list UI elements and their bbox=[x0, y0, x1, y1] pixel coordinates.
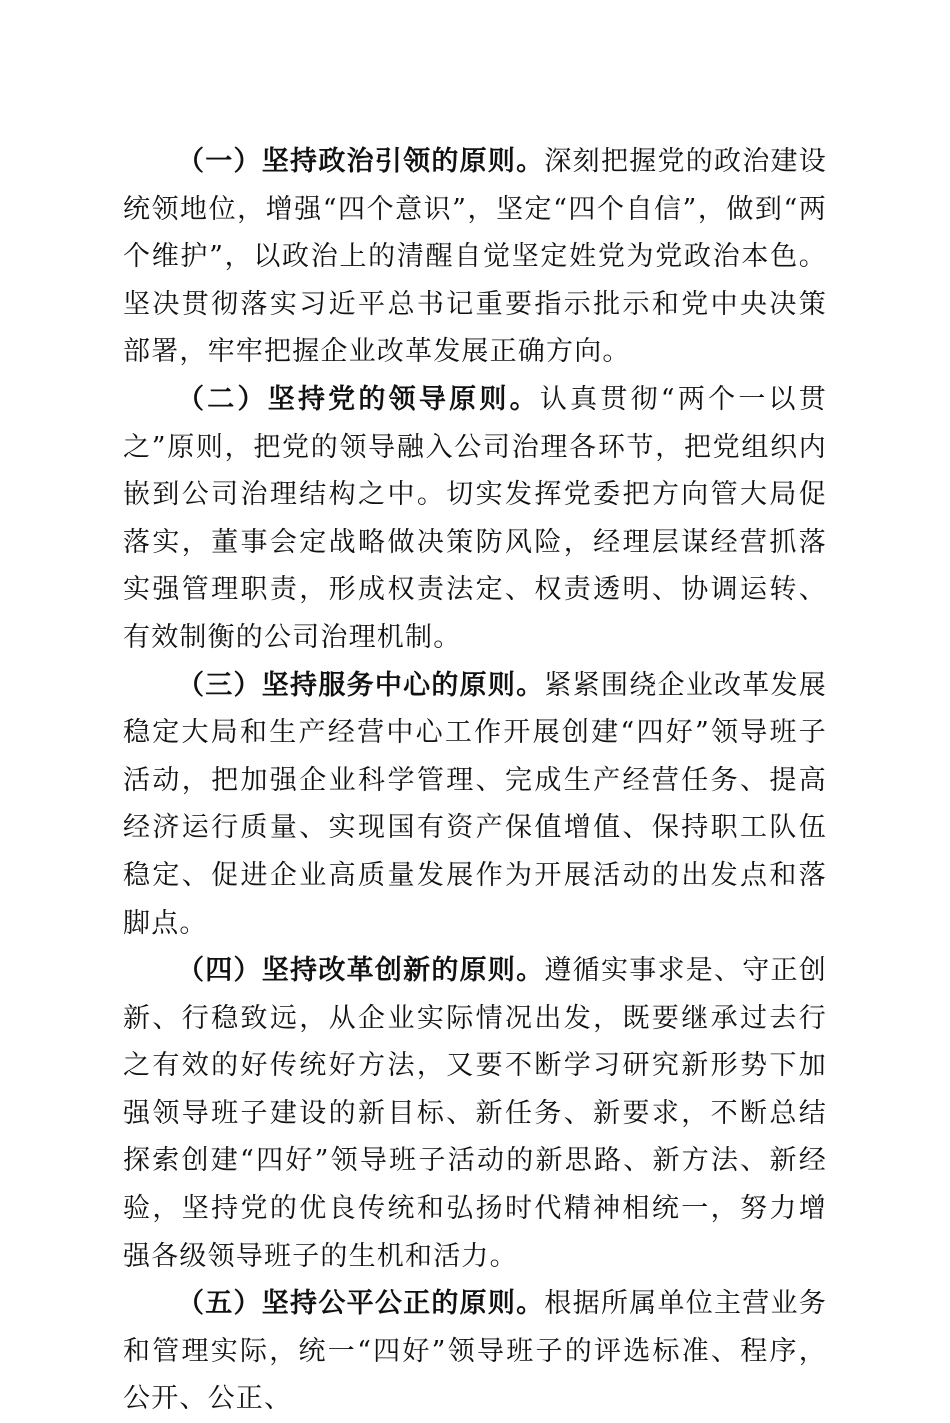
principle-heading-2: （二）坚持党的领导原则。 bbox=[177, 383, 540, 415]
principle-text-1: 深刻把握党的政治建设统领地位，增强“四个意识”，坚定“四个自信”，做到“两个维护”，以政治上的清醒自觉坚定姓党为党政治本色。坚决贯彻落实习近平总书记重要指示批示和党中央决策部署，牢牢把握企业改革发展正确方向。 bbox=[123, 146, 827, 368]
principle-paragraph-4 bbox=[123, 947, 827, 1280]
principle-text-5: 根据所属单位主营业务和管理实际，统一“四好”领导班子的评选标准、程序，公开、公正、 bbox=[123, 1288, 827, 1415]
principle-paragraph-5 bbox=[123, 1280, 827, 1423]
principle-paragraph-2 bbox=[123, 376, 827, 662]
principle-text-4: 遵循实事求是、守正创新、行稳致远，从企业实际情况出发，既要继承过去行之有效的好传统好方法，又要不断学习研究新形势下加强领导班子建设的新目标、新任务、新要求，不断总结探索创建“四好”领导班子活动的新思路、新方法、新经验，坚持党的优良传统和弘扬时代精神相统一，努力增强各级领导班子的生机和活力。 bbox=[123, 955, 827, 1272]
principle-heading-1: （一）坚持政治引领的原则。 bbox=[177, 146, 545, 177]
principle-heading-3: （三）坚持服务中心的原则。 bbox=[177, 669, 545, 701]
principle-heading-4: （四）坚持改革创新的原则。 bbox=[177, 955, 545, 987]
principle-text-3: 紧紧围绕企业改革发展稳定大局和生产经营中心工作开展创建“四好”领导班子活动，把加强企业科学管理、完成生产经营任务、提高经济运行质量、实现国有资产保值增值、保持职工队伍稳定、促进企业高质量发展作为开展活动的出发点和落脚点。 bbox=[123, 669, 827, 939]
principle-paragraph-1 bbox=[123, 138, 827, 376]
principle-text-2: 认真贯彻“两个一以贯之”原则，把党的领导融入公司治理各环节，把党组织内嵌到公司治理结构之中。切实发挥党委把方向管大局促落实，董事会定战略做决策防风险，经理层谋经营抓落实强管理职责，形成权责法定、权责透明、协调运转、有效制衡的公司治理机制。 bbox=[123, 383, 827, 653]
principle-heading-5: （五）坚持公平公正的原则。 bbox=[177, 1288, 545, 1320]
principle-paragraph-3 bbox=[123, 662, 827, 948]
document-body bbox=[123, 138, 827, 1423]
